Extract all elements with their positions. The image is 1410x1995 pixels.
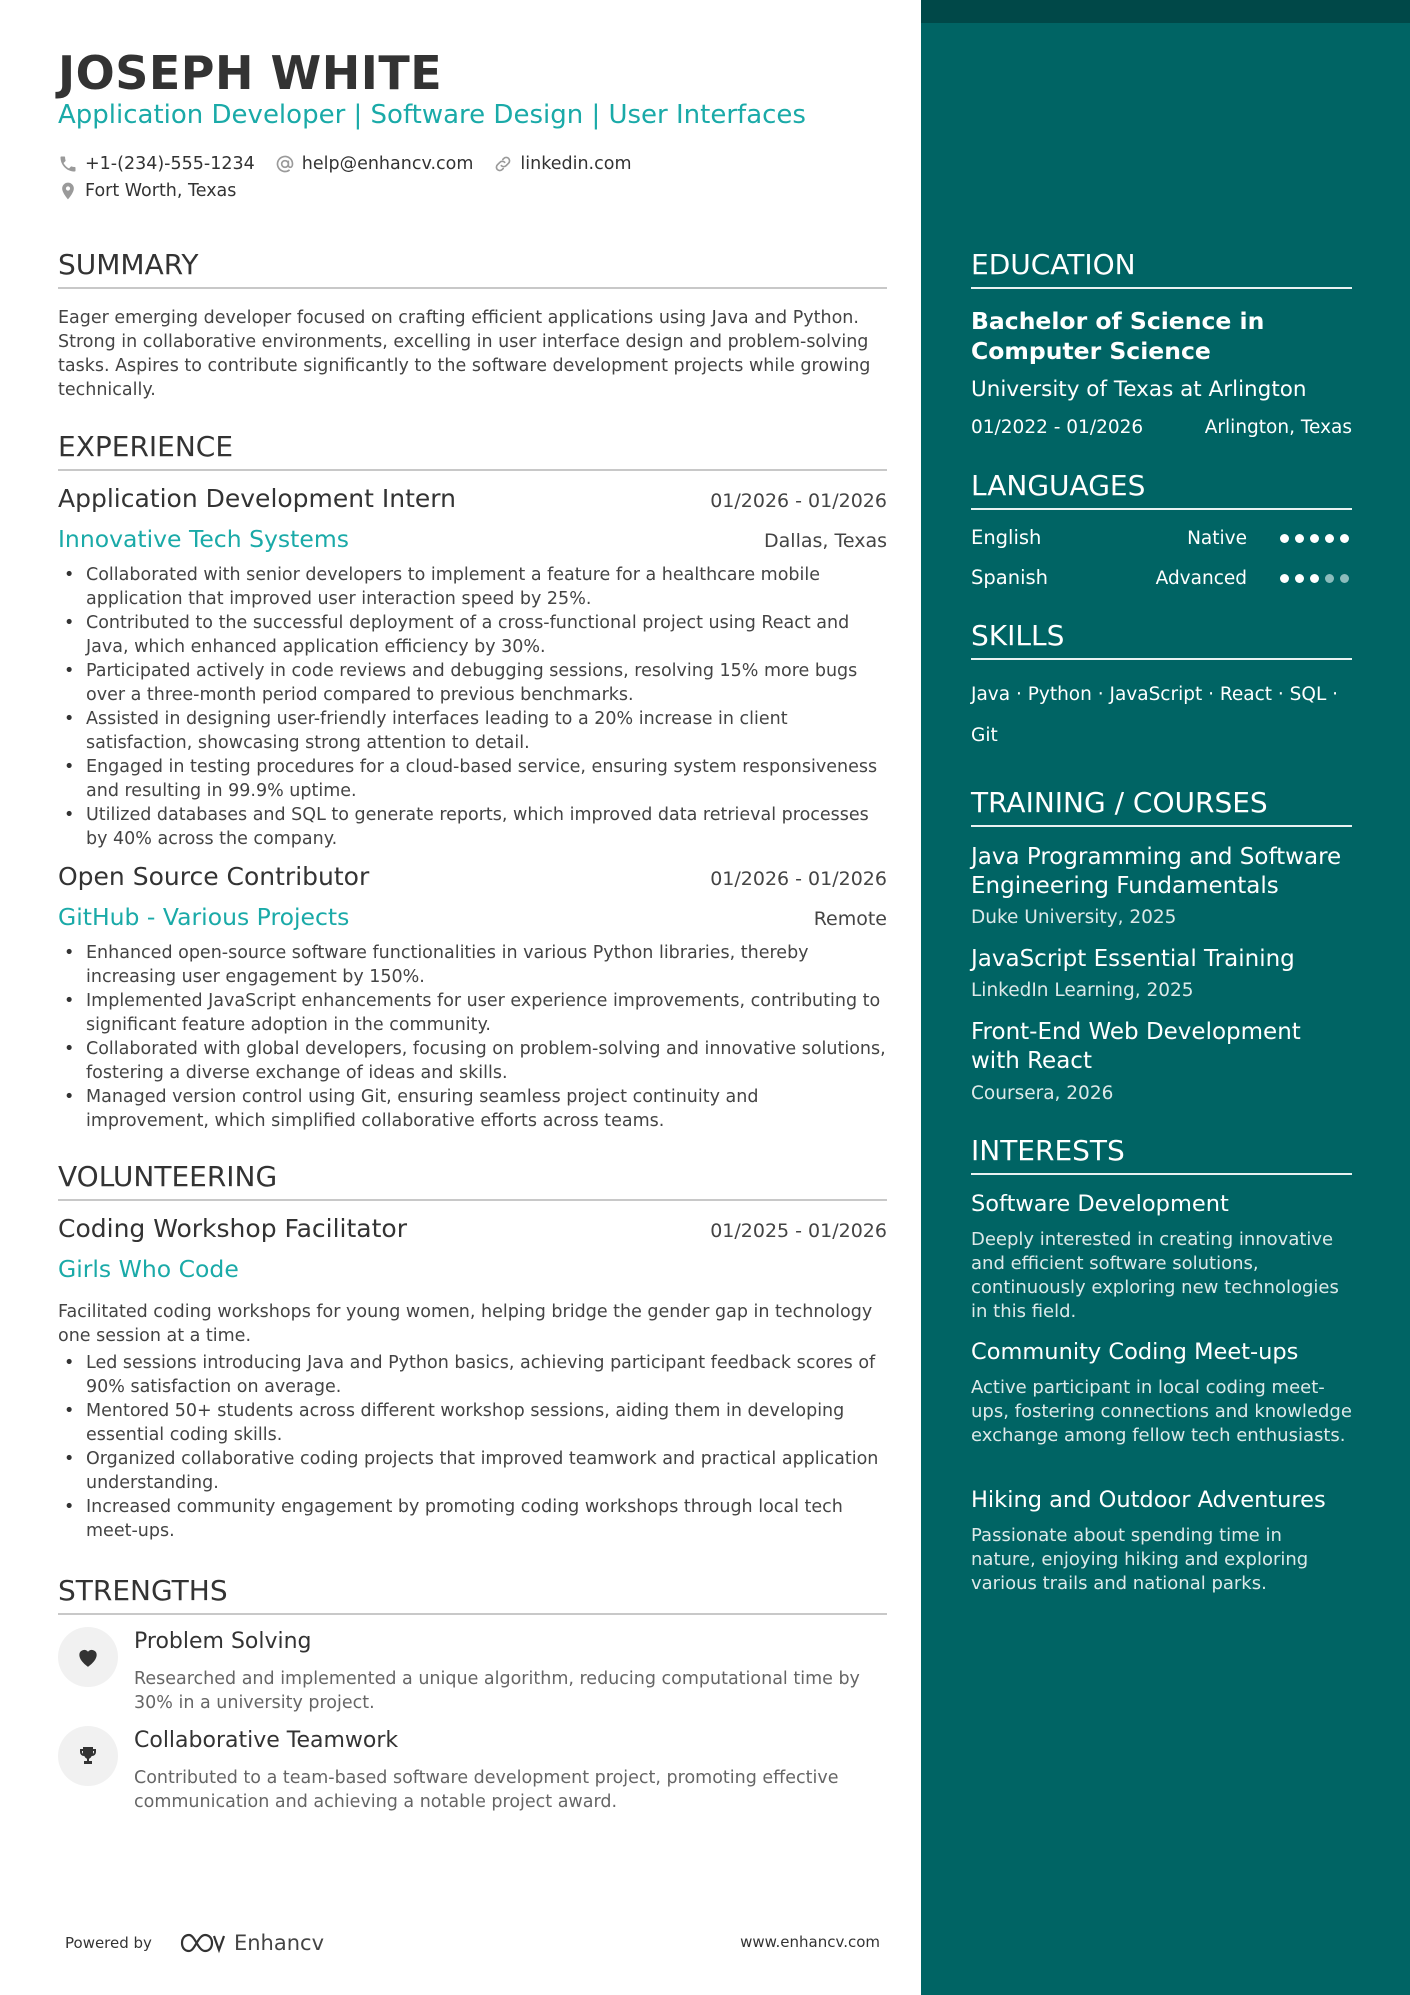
list-item: • Implemented JavaScript enhancements for user experience improvements, contributing to significant feature adoption in the community. <box>86 989 887 1037</box>
education-location: Arlington, Texas <box>1204 417 1352 438</box>
rating-dot <box>1310 574 1319 583</box>
volunteer-dates: 01/2025 - 01/2026 <box>710 1220 887 1242</box>
email-contact[interactable] <box>275 154 474 174</box>
skills-line: Git <box>971 725 998 746</box>
strength-item <box>58 1627 887 1727</box>
interest-title: Community Coding Meet-ups <box>971 1339 1299 1365</box>
strength-title: Problem Solving <box>134 1629 312 1654</box>
languages-heading: LANGUAGES <box>971 469 1352 510</box>
email-text: help@enhancv.com <box>301 153 474 174</box>
job-2-location: Remote <box>813 908 887 930</box>
list-item: • Engaged in testing procedures for a cloud-based service, ensuring system responsiveness and resulting in 99.9% uptime. <box>86 755 887 803</box>
summary-heading: SUMMARY <box>58 248 887 289</box>
education-dates: 01/2022 - 01/2026 <box>971 417 1144 438</box>
rating-dot <box>1340 534 1349 543</box>
education-university: University of Texas at Arlington <box>971 377 1307 402</box>
interest-description: Deeply interested in creating innovative and efficient software solutions, continuously exploring new technologies in this field. <box>971 1229 1339 1322</box>
course-provider: Coursera, 2026 <box>971 1083 1114 1104</box>
language-name: English <box>971 526 1042 549</box>
job-2-dates: 01/2026 - 01/2026 <box>710 868 887 890</box>
interest-title: Software Development <box>971 1191 1229 1217</box>
volunteer-header <box>58 1214 887 1243</box>
volunteer-bullets <box>86 1351 887 1543</box>
linkedin-text: linkedin.com <box>520 153 632 174</box>
volunteer-role: Coding Workshop Facilitator <box>58 1214 407 1243</box>
education-meta <box>971 417 1352 438</box>
link-icon <box>493 154 513 174</box>
list-item: • Enhanced open-source software functionalities in various Python libraries, thereby increasing user engagement by 150%. <box>86 941 887 989</box>
job-2-company: GitHub - Various Projects <box>58 903 350 931</box>
list-item: • Utilized databases and SQL to generate reports, which improved data retrieval processes by 40% across the company. <box>86 803 887 851</box>
job-2-header <box>58 862 887 891</box>
trophy-icon <box>76 1744 100 1768</box>
job-2-bullets <box>86 941 887 1133</box>
skills-list <box>971 674 1352 756</box>
job-1-location: Dallas, Texas <box>764 530 887 552</box>
course-title: Front-End Web Development with React <box>971 1019 1301 1074</box>
location-pin-icon <box>58 181 78 201</box>
interests-heading: INTERESTS <box>971 1134 1352 1175</box>
footer-branding <box>65 1930 324 1956</box>
rating-dot <box>1325 534 1334 543</box>
job-1-dates: 01/2026 - 01/2026 <box>710 490 887 512</box>
education-degree: Bachelor of Science in Computer Science <box>971 307 1265 365</box>
list-item: • Collaborated with senior developers to implement a feature for a healthcare mobile application that improved user interaction speed by 25%. <box>86 563 887 611</box>
rating-dot <box>1295 534 1304 543</box>
strength-description: Contributed to a team-based software development project, promoting effective communication and achieving a notable project award. <box>134 1768 839 1812</box>
contact-info <box>58 150 652 204</box>
rating-dot <box>1325 574 1334 583</box>
experience-heading: EXPERIENCE <box>58 430 887 471</box>
course-provider: LinkedIn Learning, 2025 <box>971 980 1194 1001</box>
enhancv-brand-text: Enhancv <box>233 1931 324 1955</box>
linkedin-contact[interactable] <box>493 154 631 174</box>
list-item: • Collaborated with global developers, focusing on problem-solving and innovative solutions, fostering a diverse exchange of ideas and skills. <box>86 1037 887 1085</box>
job-1-header <box>58 484 887 513</box>
phone-icon <box>58 154 78 174</box>
interest-title: Hiking and Outdoor Adventures <box>971 1487 1326 1513</box>
rating-dot <box>1280 534 1289 543</box>
volunteering-heading: VOLUNTEERING <box>58 1160 887 1201</box>
footer-website[interactable]: www.enhancv.com <box>740 1933 880 1951</box>
training-heading: TRAINING / COURSES <box>971 786 1352 827</box>
rating-dot <box>1280 574 1289 583</box>
candidate-name: JOSEPH WHITE <box>58 46 443 100</box>
strengths-heading: STRENGTHS <box>58 1574 887 1615</box>
course-title: Java Programming and Software Engineering Fundamentals <box>971 844 1342 899</box>
list-item: • Participated actively in code reviews and debugging sessions, resolving 15% more bugs over a three-month period compared to previous benchmarks. <box>86 659 887 707</box>
skills-heading: SKILLS <box>971 619 1352 660</box>
volunteer-org-row <box>58 1255 887 1283</box>
list-item: • Assisted in designing user-friendly interfaces leading to a 20% increase in client satisfaction, showcasing strong attention to detail. <box>86 707 887 755</box>
language-item <box>971 526 1352 556</box>
rating-dot <box>1295 574 1304 583</box>
heart-icon <box>75 1644 101 1670</box>
list-item: • Contributed to the successful deployment of a cross-functional project using React and Java, which enhanced application efficiency by 30%. <box>86 611 887 659</box>
list-item: • Mentored 50+ students across different workshop sessions, aiding them in developing essential coding skills. <box>86 1399 887 1447</box>
language-item <box>971 566 1352 596</box>
language-rating <box>1274 534 1349 543</box>
language-level: Native <box>1187 528 1247 549</box>
phone-text: +1-(234)-555-1234 <box>85 153 255 174</box>
job-1-role: Application Development Intern <box>58 484 456 513</box>
location-text: Fort Worth, Texas <box>85 180 237 201</box>
phone-contact[interactable] <box>58 154 255 174</box>
powered-by-label: Powered by <box>65 1934 152 1952</box>
course-title: JavaScript Essential Training <box>971 946 1295 972</box>
volunteer-org: Girls Who Code <box>58 1255 239 1283</box>
language-level: Advanced <box>1155 568 1247 589</box>
list-item: • Managed version control using Git, ensuring seamless project continuity and improvement, which simplified collaborative efforts across teams. <box>86 1085 887 1133</box>
volunteer-description: Facilitated coding workshops for young women, helping bridge the gender gap in technology one session at a time. <box>58 1302 873 1346</box>
job-1-company-row <box>58 525 887 553</box>
course-provider: Duke University, 2025 <box>971 907 1177 928</box>
interest-description: Passionate about spending time in nature, enjoying hiking and exploring various trails and national parks. <box>971 1525 1309 1594</box>
job-2-role: Open Source Contributor <box>58 862 370 891</box>
at-icon <box>275 154 295 174</box>
list-item: • Led sessions introducing Java and Python basics, achieving participant feedback scores of 90% satisfaction on average. <box>86 1351 887 1399</box>
language-rating <box>1274 574 1349 583</box>
strength-item <box>58 1726 887 1826</box>
skills-line: Java · Python · JavaScript · React · SQL · <box>971 684 1339 705</box>
sidebar <box>921 0 1410 1995</box>
sidebar-top-bar <box>921 0 1410 23</box>
summary-text: Eager emerging developer focused on crafting efficient applications using Java and Python. Strong in collaborative environments, excelling in user interface design and problem-solving tasks. Aspires to contribute significantly to the software development projects while growing technically. <box>58 308 871 400</box>
job-1-bullets <box>86 563 887 851</box>
job-2-company-row <box>58 903 887 931</box>
job-1-company: Innovative Tech Systems <box>58 525 349 553</box>
enhancv-logo-icon <box>178 1930 226 1956</box>
strength-title: Collaborative Teamwork <box>134 1728 399 1753</box>
education-heading: EDUCATION <box>971 248 1352 289</box>
interest-description: Active participant in local coding meet-ups, fostering connections and knowledge exchange among fellow tech enthusiasts. <box>971 1377 1352 1446</box>
language-name: Spanish <box>971 566 1049 589</box>
strength-description: Researched and implemented a unique algorithm, reducing computational time by 30% in a university project. <box>134 1669 860 1713</box>
rating-dot <box>1340 574 1349 583</box>
rating-dot <box>1310 534 1319 543</box>
list-item: • Increased community engagement by promoting coding workshops through local tech meet-ups. <box>86 1495 887 1543</box>
list-item: • Organized collaborative coding projects that improved teamwork and practical application understanding. <box>86 1447 887 1495</box>
location-contact <box>58 181 236 201</box>
headline: Application Developer | Software Design | User Interfaces <box>58 100 806 130</box>
